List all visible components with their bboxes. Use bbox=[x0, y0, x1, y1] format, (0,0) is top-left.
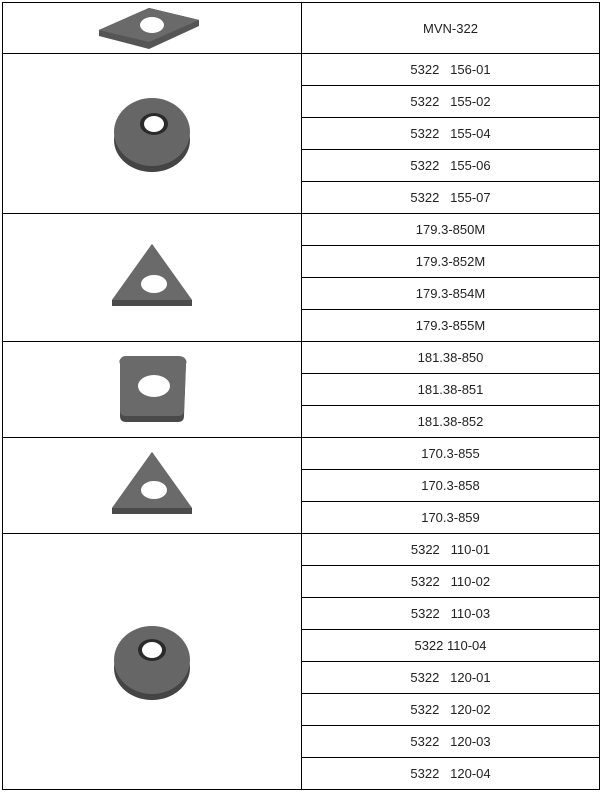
table-row bbox=[3, 214, 600, 246]
part-code: 181.38-852 bbox=[302, 406, 600, 438]
table-row bbox=[3, 534, 600, 566]
part-code: 5322 155-07 bbox=[302, 182, 600, 214]
part-code: 5322 155-04 bbox=[302, 118, 600, 150]
round-shim-image bbox=[3, 534, 302, 790]
triangular-shim-icon bbox=[108, 448, 196, 524]
part-code: 170.3-855 bbox=[302, 438, 600, 470]
table-row bbox=[3, 342, 600, 374]
part-code: 181.38-850 bbox=[302, 342, 600, 374]
part-code: 5322 120-03 bbox=[302, 726, 600, 758]
part-code: 5322 155-02 bbox=[302, 86, 600, 118]
part-code: 179.3-852M bbox=[302, 246, 600, 278]
rhombic-shim-icon bbox=[97, 3, 207, 53]
part-code: 179.3-855M bbox=[302, 310, 600, 342]
part-code: 170.3-858 bbox=[302, 470, 600, 502]
triangular-shim-image bbox=[3, 214, 302, 342]
part-code: 5322 120-01 bbox=[302, 662, 600, 694]
table-row bbox=[3, 3, 600, 54]
part-code: 5322 110-04 bbox=[302, 630, 600, 662]
square-shim-icon bbox=[110, 352, 194, 428]
part-code: 5322 110-01 bbox=[302, 534, 600, 566]
part-code: 5322 120-02 bbox=[302, 694, 600, 726]
square-shim-image bbox=[3, 342, 302, 438]
part-code: MVN-322 bbox=[302, 3, 600, 54]
part-code: 170.3-859 bbox=[302, 502, 600, 534]
parts-table bbox=[2, 2, 600, 790]
part-code: 181.38-851 bbox=[302, 374, 600, 406]
part-code: 179.3-850M bbox=[302, 214, 600, 246]
part-code: 5322 110-02 bbox=[302, 566, 600, 598]
part-code: 5322 110-03 bbox=[302, 598, 600, 630]
table-row bbox=[3, 54, 600, 86]
table-row bbox=[3, 438, 600, 470]
part-code: 179.3-854M bbox=[302, 278, 600, 310]
round-shim-icon bbox=[110, 92, 194, 176]
round-shim-image bbox=[3, 54, 302, 214]
round-shim-icon bbox=[110, 620, 194, 704]
part-code: 5322 156-01 bbox=[302, 54, 600, 86]
rhombic-shim-image bbox=[3, 3, 302, 54]
triangular-shim-image bbox=[3, 438, 302, 534]
part-code: 5322 120-04 bbox=[302, 758, 600, 790]
triangular-shim-icon bbox=[108, 240, 196, 316]
part-code: 5322 155-06 bbox=[302, 150, 600, 182]
